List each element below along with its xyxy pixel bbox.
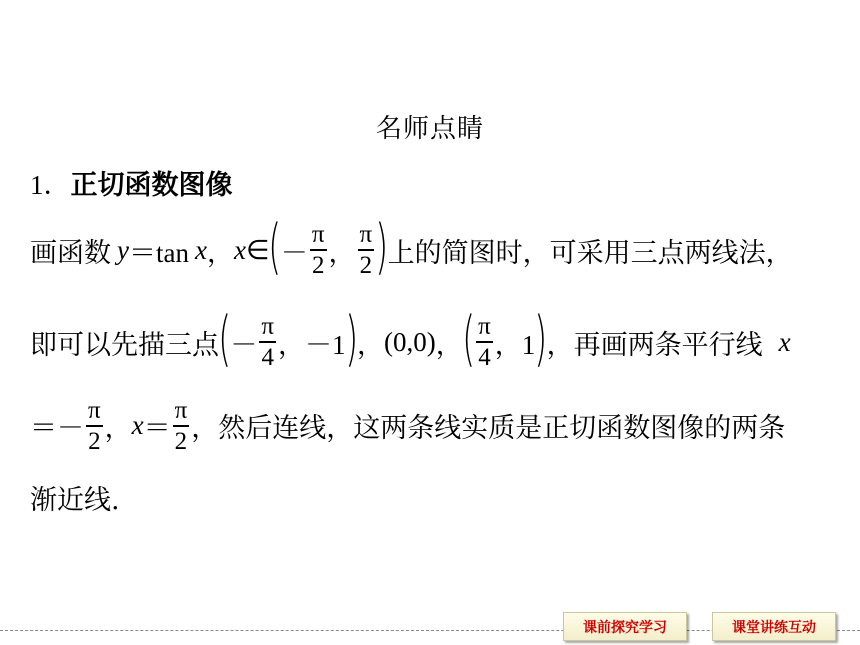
close-paren: ): [344, 304, 358, 374]
line1-lead: 画函数: [30, 237, 111, 269]
comma: ，: [104, 413, 132, 445]
tan-expression: ＝tan: [128, 237, 189, 268]
comma: ，: [356, 329, 384, 361]
fraction-numerator: π: [261, 313, 275, 341]
equals-sign: ＝: [143, 413, 171, 445]
line2-lead: 即可以先描三点: [30, 329, 219, 361]
open-paren: (: [461, 304, 475, 374]
var-x: x: [778, 326, 791, 357]
minus-sign: －: [230, 329, 258, 361]
fraction-neg-pi-over-4: [259, 314, 276, 370]
point-heading-text: 正切函数图像: [70, 170, 233, 201]
prev-section-button[interactable]: 课前探究学习: [563, 612, 687, 641]
fraction-denominator: 2: [174, 427, 188, 455]
text-line-3: [30, 398, 785, 454]
comma: ，: [206, 237, 234, 269]
comma: ，: [435, 329, 463, 361]
comma: ，: [328, 237, 356, 269]
section-title: 名师点睛: [375, 114, 484, 144]
point-y-value: ，－1: [278, 329, 346, 360]
fraction-denominator: 4: [261, 343, 274, 371]
line3-tail: ，然后连线，这两条线实质是正切函数图像的两条: [191, 413, 786, 445]
minus-sign: －: [280, 237, 308, 269]
fraction-numerator: π: [174, 397, 188, 424]
fraction-denominator: 2: [311, 251, 325, 279]
var-x: x: [131, 410, 144, 441]
line3-lead: ＝－: [30, 413, 84, 445]
fraction-numerator: π: [359, 221, 373, 249]
next-section-button[interactable]: 课堂讲练互动: [712, 612, 836, 641]
text-line-1: [30, 212, 793, 282]
fraction-pi-over-2: [358, 222, 375, 278]
origin-point: (0,0): [383, 326, 436, 357]
fraction-numerator: π: [311, 221, 325, 249]
var-x: x: [233, 234, 246, 265]
fraction-neg-pi-over-2: [310, 222, 327, 278]
point-heading: [30, 163, 233, 202]
close-paren: ): [534, 304, 548, 374]
var-x: x: [194, 234, 207, 265]
element-of-symbol: ∈: [245, 234, 270, 265]
line4-text: 渐近线.: [30, 485, 120, 516]
var-y: y: [117, 234, 129, 265]
fraction-pi-over-4: [476, 314, 493, 370]
point-number: 1．: [30, 170, 71, 200]
fraction-pi-over-2: [86, 398, 103, 454]
fraction-denominator: 2: [88, 427, 101, 455]
fraction-pi-over-2: [173, 398, 190, 454]
line2-tail: ，再画两条平行线: [546, 329, 763, 361]
open-paren: (: [268, 212, 282, 282]
fraction-denominator: 2: [359, 251, 373, 279]
text-line-4: [30, 478, 120, 517]
fraction-numerator: π: [88, 397, 101, 424]
close-paren: ): [375, 212, 389, 282]
line1-tail: 上的简图时，可采用三点两线法，: [387, 237, 793, 269]
fraction-denominator: 4: [478, 343, 491, 371]
fraction-numerator: π: [478, 313, 491, 341]
text-line-2: [30, 304, 791, 374]
point-y-value: ，1: [494, 329, 536, 360]
open-paren: (: [218, 304, 232, 374]
